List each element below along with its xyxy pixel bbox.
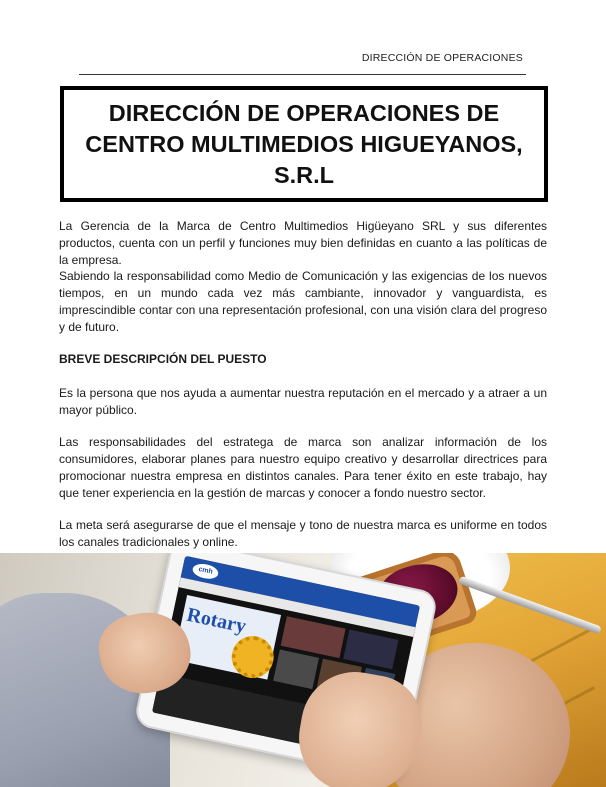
title-box <box>60 86 548 202</box>
rotary-gear-icon <box>228 632 278 682</box>
section-heading: BREVE DESCRIPCIÓN DEL PUESTO <box>59 352 267 366</box>
paragraph-4: Las responsabilidades del estratega de marca son analizar información de los consumidores, elaborar planes para nuestro equipo creativo y desarrollar directrices para promocionar nuestra empresa en distintos canales. Para tener éxito en este trabajo, hay que tener experiencia en la gestión de marcas y conocer a fondo nuestro sector. <box>59 435 547 500</box>
paragraph-2: Sabiendo la responsabilidad como Medio de Comunicación y las exigencias de los nuevos tiempos, en un mundo cada vez más cambiante, innovador y vanguardista, es imprescindible contar con una representación profesional, con una visión clara del progreso y de futuro. <box>59 269 547 334</box>
news-thumbnail <box>343 630 398 670</box>
title-line-2: CENTRO MULTIMEDIOS HIGUEYANOS, <box>85 130 523 157</box>
paragraph-5: La meta será asegurarse de que el mensaje y tono de nuestra marca es uniforme en todos los canales tradicionales y online. <box>59 518 547 549</box>
paragraph-3: Es la persona que nos ayuda a aumentar nuestra reputación en el mercado y a atraer a un mayor público. <box>59 386 547 417</box>
banner-text: Rotary <box>184 603 249 638</box>
running-header: DIRECCIÓN DE OPERACIONES <box>361 52 523 64</box>
paragraph-1: La Gerencia de la Marca de Centro Multimedios Higüeyano SRL y sus diferentes productos, cuenta con un perfil y funciones muy bien definidas en cuanto a las políticas de la empresa. <box>59 219 547 267</box>
rotary-banner <box>173 595 281 680</box>
header-rule <box>79 74 526 75</box>
website-logo: cmh <box>191 562 219 581</box>
title-line-3: S.R.L <box>273 161 335 188</box>
document-title <box>77 98 530 191</box>
title-line-1: DIRECCIÓN DE OPERACIONES DE <box>108 99 500 126</box>
tablet-photo <box>0 553 606 787</box>
news-thumbnail <box>273 650 319 690</box>
